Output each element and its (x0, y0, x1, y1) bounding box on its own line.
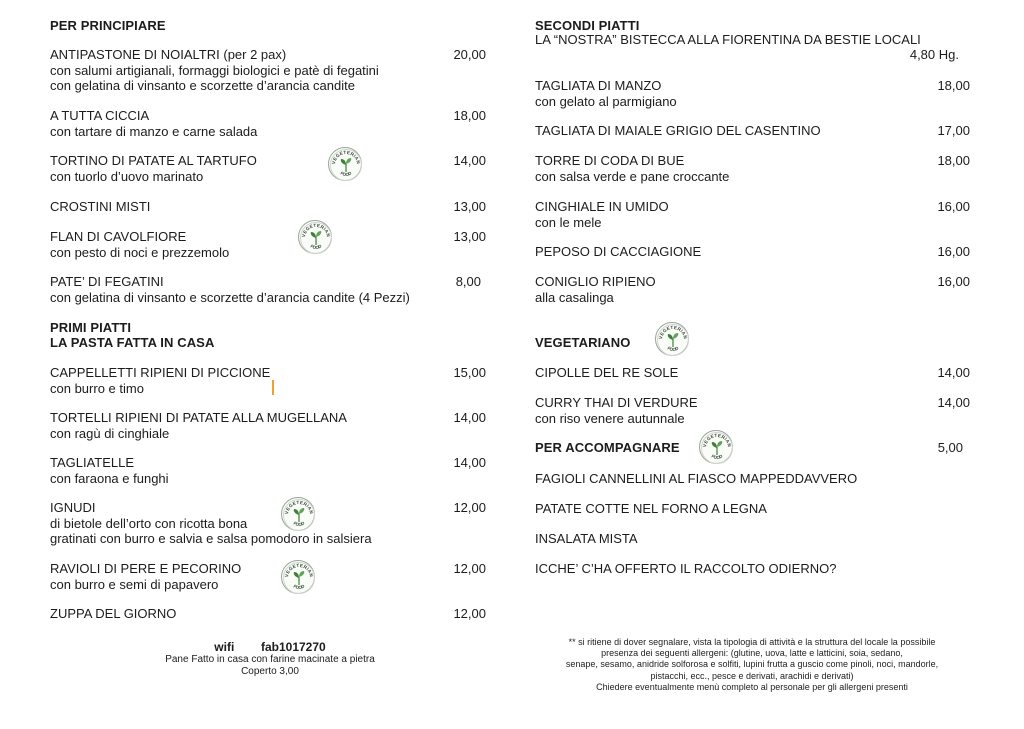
feature-item (535, 32, 921, 48)
svg-text:FOOD: FOOD (292, 520, 306, 528)
allergen-line: presenza dei seguenti allergeni: (glutine, uova, latte e latticini, soia, sedano, (601, 648, 903, 659)
svg-text:VEGETERIAN: VEGETERIAN (330, 149, 362, 165)
item-desc: con le mele (535, 214, 602, 230)
item-price: 12,00 (453, 561, 486, 576)
item-name: PATE’ DI FEGATINI (50, 274, 164, 289)
section-heading-vegetariano: VEGETARIANO (535, 335, 631, 350)
item-price: 8,00 (455, 274, 481, 289)
vegetarian-badge-icon (281, 497, 315, 531)
menu-item (50, 410, 347, 441)
item-price: 15,00 (453, 365, 486, 380)
svg-text:VEGETERIAN: VEGETERIAN (300, 222, 332, 238)
item-name: TAGLIATELLE (50, 455, 135, 470)
menu-item (50, 500, 372, 547)
svg-text:VEGETERIAN: VEGETERIAN (283, 562, 315, 578)
svg-text:FOOD: FOOD (292, 583, 306, 591)
item-price: 16,00 (937, 199, 970, 214)
menu-item (535, 471, 857, 487)
menu-item (50, 108, 257, 139)
text-cursor (272, 380, 274, 395)
item-name: TAGLIATA DI MANZO (535, 78, 662, 93)
item-desc: con pesto di noci e prezzemolo (50, 244, 230, 260)
menu-item (535, 244, 701, 260)
item-desc: con tuorlo d’uovo marinato (50, 168, 204, 184)
section-heading-antipasti: PER PRINCIPIARE (50, 18, 166, 33)
item-price: 4,80 Hg. (909, 47, 959, 62)
menu-item (535, 199, 669, 230)
item-name: ICCHE’ C’HA OFFERTO IL RACCOLTO ODIERNO? (535, 561, 837, 576)
section-subheading-primi: LA PASTA FATTA IN CASA (50, 335, 215, 350)
item-desc: con gelatina di vinsanto e scorzette d’arancia candite (4 Pezzi) (50, 289, 410, 305)
svg-text:VEGETERIAN: VEGETERIAN (701, 432, 733, 448)
item-price: 12,00 (453, 606, 486, 621)
svg-text:FOOD: FOOD (710, 453, 724, 461)
item-price: 13,00 (453, 229, 486, 244)
item-price: 14,00 (937, 395, 970, 410)
item-name: TORTINO DI PATATE AL TARTUFO (50, 153, 257, 168)
item-desc: alla casalinga (535, 289, 614, 305)
svg-text:VEGETERIAN: VEGETERIAN (283, 499, 315, 515)
item-price: 16,00 (937, 274, 970, 289)
item-price: 14,00 (937, 365, 970, 380)
item-desc: con tartare di manzo e carne salada (50, 123, 258, 139)
item-desc: con salsa verde e pane croccante (535, 168, 730, 184)
item-name: CURRY THAI DI VERDURE (535, 395, 698, 410)
menu-item (50, 455, 169, 486)
item-price: 13,00 (453, 199, 486, 214)
svg-text:VEGETERIAN: VEGETERIAN (657, 324, 689, 340)
item-price: 20,00 (453, 47, 486, 62)
item-desc: con ragù di cinghiale (50, 425, 170, 441)
item-name: RAVIOLI DI PERE E PECORINO (50, 561, 242, 576)
menu-item (535, 531, 638, 547)
item-name: PEPOSO DI CACCIAGIONE (535, 244, 702, 259)
item-price: 18,00 (937, 153, 970, 168)
section-heading-primi: PRIMI PIATTI (50, 320, 132, 335)
item-desc: con burro e semi di papavero (50, 576, 219, 592)
menu-item (535, 395, 698, 426)
item-desc: con gelatina di vinsanto e scorzette d’arancia candite (50, 78, 355, 93)
cover-charge: Coperto 3,00 (241, 666, 299, 677)
item-name: CINGHIALE IN UMIDO (535, 199, 669, 214)
item-price: 14,00 (453, 410, 486, 425)
item-name: IGNUDI (50, 500, 96, 515)
menu-item (50, 229, 229, 260)
item-name: TORRE DI CODA DI BUE (535, 153, 685, 168)
item-price: 17,00 (937, 123, 970, 138)
menu-item (535, 501, 767, 517)
item-name: A TUTTA CICCIA (50, 108, 150, 123)
item-name: TAGLIATA DI MAIALE GRIGIO DEL CASENTINO (535, 123, 821, 138)
item-desc: gratinati con burro e salvia e salsa pomodoro in salsiera (50, 531, 372, 546)
item-price: 18,00 (453, 108, 486, 123)
wifi-code: fab1017270 (260, 640, 326, 654)
wifi-line (120, 640, 420, 654)
item-desc: con burro e timo (50, 380, 144, 396)
menu-item (535, 123, 821, 139)
vegetarian-badge-icon (699, 430, 733, 464)
menu-item (50, 153, 257, 184)
menu-item (535, 561, 836, 577)
item-desc: di bietole dell’orto con ricotta bona (50, 515, 248, 531)
item-price: 12,00 (453, 500, 486, 515)
svg-text:FOOD: FOOD (666, 345, 680, 353)
menu-item (50, 606, 176, 622)
section-heading-contorni: PER ACCOMPAGNARE (535, 440, 680, 455)
svg-text:FOOD: FOOD (309, 243, 323, 251)
item-price: 5,00 (937, 440, 963, 455)
vegetarian-badge-icon (298, 220, 332, 254)
menu-item (535, 153, 729, 184)
item-desc: con gelato al parmigiano (535, 93, 677, 109)
item-price: 16,00 (937, 244, 970, 259)
menu-item (50, 274, 410, 305)
vegetarian-badge-icon (328, 147, 362, 181)
wifi-label: wifi (214, 640, 235, 654)
item-name: TORTELLI RIPIENI DI PATATE ALLA MUGELLANA (50, 410, 347, 425)
item-desc: con salumi artigianali, formaggi biologici e patè di fegatini (50, 62, 379, 78)
item-price: 18,00 (937, 78, 970, 93)
item-name: FLAN DI CAVOLFIORE (50, 229, 187, 244)
footer-info (120, 640, 420, 678)
bread-note: Pane Fatto in casa con farine macinate a pietra (165, 654, 375, 665)
menu-item (535, 274, 656, 305)
item-name: CAPPELLETTI RIPIENI DI PICCIONE (50, 365, 271, 380)
item-desc: con faraona e funghi (50, 470, 169, 486)
menu-item (50, 199, 150, 215)
item-name: ANTIPASTONE DI NOIALTRI (per 2 pax) (50, 47, 287, 62)
allergen-note (532, 637, 972, 693)
svg-text:FOOD: FOOD (339, 170, 353, 178)
item-name: CROSTINI MISTI (50, 199, 151, 214)
menu-item (50, 365, 270, 396)
item-price: 14,00 (453, 455, 486, 470)
allergen-line: senape, sesamo, anidride solforosa e solfiti, lupini frutta a guscio come pinoli, noci, mandorle, (565, 659, 939, 670)
item-name: FAGIOLI CANNELLINI AL FIASCO MAPPEDDAVVERO (535, 471, 858, 486)
item-name: INSALATA MISTA (535, 531, 638, 546)
menu-item (50, 47, 379, 94)
item-name: ZUPPA DEL GIORNO (50, 606, 177, 621)
menu-item (50, 561, 241, 592)
item-name: CONIGLIO RIPIENO (535, 274, 656, 289)
item-desc: con riso venere autunnale (535, 410, 685, 426)
section-heading-secondi: SECONDI PIATTI (535, 18, 640, 33)
vegetarian-badge-icon (655, 322, 689, 356)
menu-item (535, 365, 678, 381)
item-price: 14,00 (453, 153, 486, 168)
item-name: PATATE COTTE NEL FORNO A LEGNA (535, 501, 767, 516)
vegetarian-badge-icon (281, 560, 315, 594)
allergen-line: Chiedere eventualmente menù completo al personale per gli allergeni presenti (596, 681, 908, 692)
item-name: LA “NOSTRA” BISTECCA ALLA FIORENTINA DA BESTIE LOCALI (535, 32, 921, 47)
item-name: CIPOLLE DEL RE SOLE (535, 365, 679, 380)
menu-item (535, 78, 677, 109)
allergen-line: ** si ritiene di dover segnalare, vista la tipologia di attività e la struttura del locale la possibile (568, 637, 936, 647)
allergen-line: pistacchi, ecc., pesce e derivati, arachidi e derivati) (650, 670, 854, 681)
